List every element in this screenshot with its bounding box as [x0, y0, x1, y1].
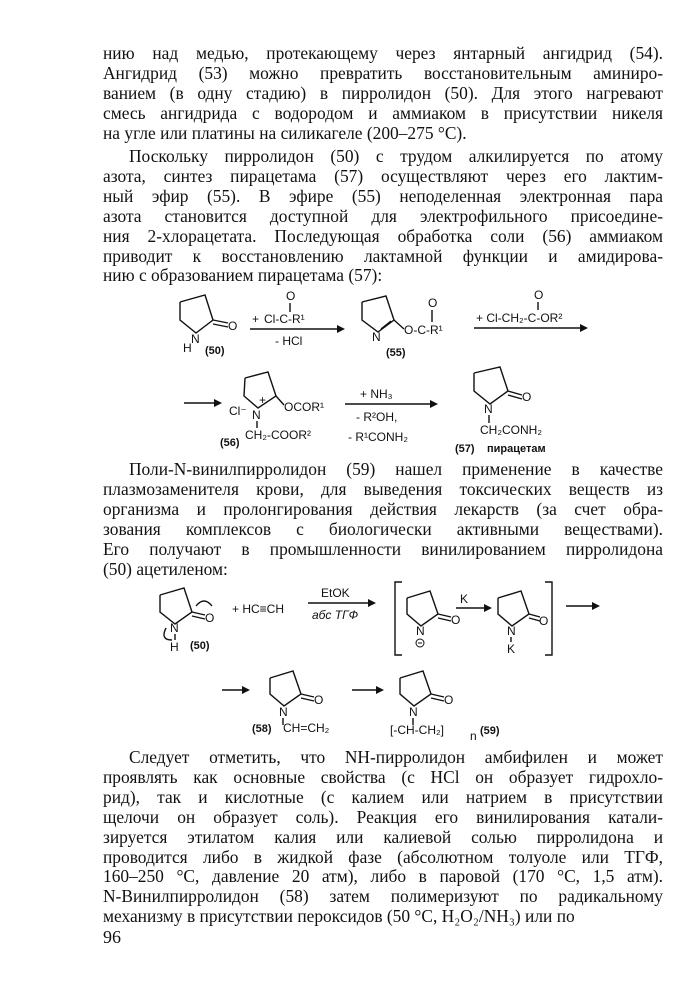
text-line: Поскольку пирролидон (50) с трудом алкилируется по атому [129, 146, 663, 166]
reaction-arrow-k [456, 592, 492, 612]
text-line: нию с образованием пирацетама (57): [103, 265, 383, 286]
compound-label-50: (50) [205, 345, 225, 357]
solvent-abs-thf: абс ТГФ [312, 608, 359, 622]
text-line: организма и пролонгирования действия лекарств (за счет обра- [103, 498, 663, 519]
potassium-substituent: K [507, 642, 516, 656]
pyrrolidone-50-structure [160, 588, 214, 654]
compound-label-59: (59) [480, 725, 500, 737]
text-line: приводит к восстановлению лактамной функции и амидирова- [103, 245, 663, 266]
oxygen-label: O [228, 319, 238, 333]
nitrogen-label: N [252, 408, 261, 422]
text-line: щелочи он образует соль). Реакция его винилирования катали- [103, 806, 663, 827]
oxygen-label: O [522, 390, 532, 404]
oxygen-label: O [451, 613, 461, 627]
text-line: Его получают в промышленности винилированием пирролидона [103, 538, 663, 559]
ester-side-chain: CH₂-COOR² [245, 428, 311, 442]
text-line: смесь ангидрида с водородом и аммиаком в присутствии никеля [103, 102, 663, 123]
text-line: ния 2-хлорацетата. Последующая обработка соли (56) аммиаком [103, 225, 663, 246]
nitrogen-label: N [507, 624, 516, 638]
nitrogen-label: N [416, 624, 425, 638]
reagent-chloroacyl: Cl-C-R¹ [264, 312, 305, 326]
text-line: ванием (в одну стадию) в пирролидон (50). Для этого нагревают [103, 82, 663, 103]
nitrogen-label: N [170, 621, 179, 635]
polymer-subscript-n: n [470, 729, 477, 743]
plus-sign: + [252, 312, 260, 326]
oxygen-label: O [539, 614, 549, 628]
compound-label-50: (50) [190, 640, 210, 652]
text-line: N-Винилпирролидон (58) затем полимеризуют по радикальному [103, 886, 663, 907]
text-line: проявлять как основные свойства (с HCl он образует гидрохло- [103, 766, 663, 787]
text-line: зования комплексов с биологически активными веществами). [103, 518, 663, 539]
amide-side-chain: CH₂CONH₂ [480, 423, 542, 437]
page-number: 96 [103, 927, 121, 947]
catalyst-etok: EtOK [321, 586, 350, 600]
compound-label-58: (58) [252, 723, 272, 735]
byproduct-alcohol: - R²OH, [356, 410, 398, 424]
oxygen-label: O [314, 693, 324, 707]
text-line: зируется этилатом калия или калиевой солью пирролидона и [103, 826, 663, 847]
vinylpyrrolidone-58-structure [252, 671, 330, 735]
polymer-repeat-unit: [-CH-CH₂] [390, 723, 444, 737]
svg-text:+: + [259, 393, 267, 407]
nitrogen-label: N [191, 332, 200, 346]
reagent-ammonia: + NH₃ [360, 387, 393, 401]
chloride-label: Cl⁻ [229, 404, 247, 418]
nitrogen-label: N [409, 705, 418, 719]
text-line: (50) ацетиленом: [103, 558, 228, 579]
compound-label-56: (56) [220, 437, 240, 449]
text-line: 160–250 °С, давление 20 атм), либо в паровой (170 °С, 1,5 атм). [103, 866, 663, 887]
nitrogen-label: N [279, 705, 288, 719]
reagent-chloroacetate: + Cl-CH₂-C-OR² [476, 311, 563, 325]
hydrogen-label: H [183, 341, 192, 355]
text-line: рид), так и кислотные (с калием или натрием в присутствии [103, 786, 663, 807]
reaction-arrow-etok [308, 586, 376, 622]
text-line: нию над медью, протекающему через янтарный ангидрид (54). [103, 43, 663, 63]
potassium-label: K [460, 592, 469, 606]
polyvinylpyrrolidone-59-structure [390, 671, 500, 743]
vinyl-group: CH=CH₂ [283, 721, 330, 735]
left-bracket [395, 582, 402, 655]
text-line: азота становится доступной для электрофильного присоедине- [103, 205, 663, 226]
text-line: Поли-N-винилпирролидон (59) нашел применение в качестве [129, 459, 663, 479]
reagent-minus-hcl: - HCl [275, 334, 303, 348]
byproduct-amide: - R¹CONH₂ [348, 430, 408, 444]
piracetam-name: пирацетам [487, 443, 546, 455]
hydrogen-label: H [170, 640, 179, 654]
svg-text:O: O [534, 288, 544, 302]
acetylene-reagent: + HC≡CH [232, 602, 285, 616]
oxygen-label: O [205, 611, 215, 625]
text-line: проводится либо в жидкой фазе (абсолютном толуоле или ТГФ, [103, 846, 663, 867]
potassium-pyrrolidone-structure [498, 591, 548, 656]
text-line: азота, синтез пирацетама (57) осуществляют через его лактим- [103, 165, 663, 186]
oxygen-label: O [444, 693, 454, 707]
text-line: ный эфир (55). В эфире (55) неподеленная электронная пара [103, 185, 663, 206]
pyrrolidone-anion-structure [407, 591, 460, 647]
svg-text:O: O [428, 296, 438, 310]
text-line: Следует отметить, что NH-пирролидон амбифилен и может [129, 747, 663, 767]
nitrogen-label: N [484, 402, 493, 416]
svg-text:O: O [286, 289, 296, 303]
compound-label-57: (57) [455, 443, 475, 455]
nitrogen-label: N [372, 330, 381, 344]
compound-label-55: (55) [386, 347, 406, 359]
text-line: механизму в присутствии пероксидов (50 °С, H₂O₂/NH₃) или по [103, 906, 575, 927]
text-line: плазмозаменителя крови, для выведения токсических веществ из [103, 478, 663, 499]
ester-group: O-C-R¹ [404, 323, 443, 337]
text-line: Ангидрид (53) можно превратить восстановительным аминиро- [103, 62, 663, 83]
text-line: на угле или платины на силикагеле (200–275 °С). [103, 122, 467, 143]
ester-group-ocor1: OCOR¹ [284, 400, 324, 414]
